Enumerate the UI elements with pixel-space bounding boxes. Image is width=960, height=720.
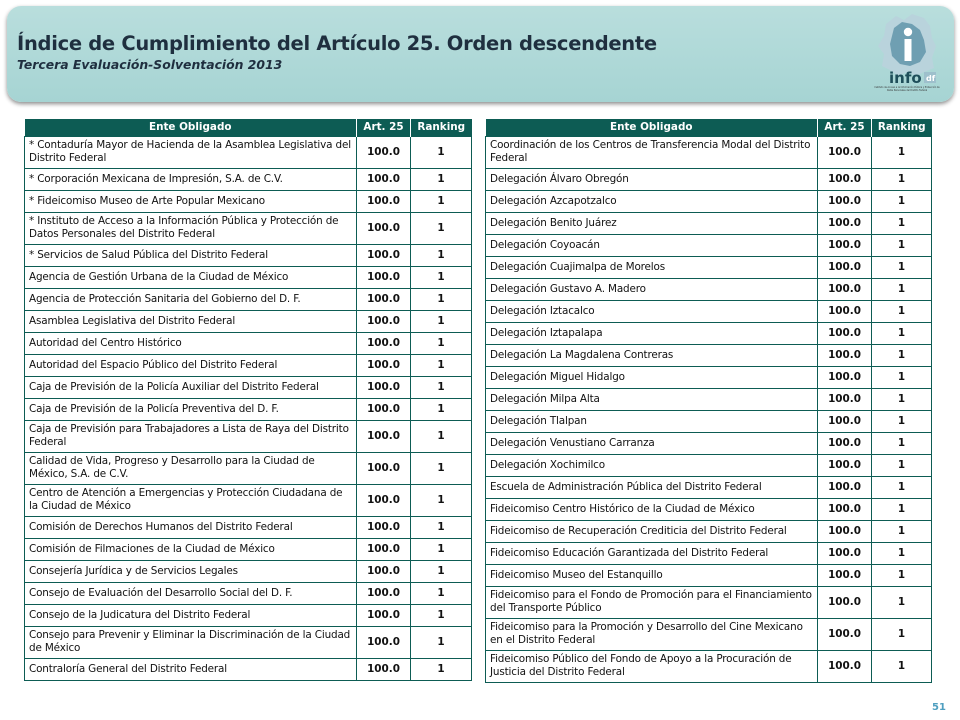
table-row [486, 322, 932, 344]
table-row [25, 626, 472, 658]
art25-cell: 100.0 [357, 212, 411, 244]
art25-cell: 100.0 [818, 168, 872, 190]
right-ranking-table [485, 119, 932, 683]
table-row [486, 498, 932, 520]
table-row [25, 332, 472, 354]
table-row [25, 288, 472, 310]
ranking-cell: 1 [872, 564, 932, 586]
ente-cell: Fideicomiso Museo del Estanquillo [486, 564, 818, 586]
ranking-cell: 1 [411, 420, 472, 452]
table-row [486, 136, 932, 168]
table-row [486, 542, 932, 564]
ranking-cell: 1 [872, 498, 932, 520]
ranking-cell: 1 [872, 432, 932, 454]
art25-cell: 100.0 [818, 432, 872, 454]
art25-cell: 100.0 [818, 190, 872, 212]
ente-cell: Delegación La Magdalena Contreras [486, 344, 818, 366]
table-row [486, 410, 932, 432]
ente-cell: Delegación Álvaro Obregón [486, 168, 818, 190]
ranking-cell: 1 [872, 476, 932, 498]
ranking-cell: 1 [411, 190, 472, 212]
ranking-cell: 1 [411, 398, 472, 420]
art25-cell: 100.0 [818, 344, 872, 366]
ranking-cell: 1 [872, 300, 932, 322]
ranking-cell: 1 [411, 516, 472, 538]
ranking-cell: 1 [411, 310, 472, 332]
table-row [486, 256, 932, 278]
left-ranking-table [24, 119, 472, 681]
ente-cell: * Servicios de Salud Pública del Distrito Federal [25, 244, 357, 266]
art25-cell: 100.0 [357, 582, 411, 604]
ente-cell: Comisión de Derechos Humanos del Distrito Federal [25, 516, 357, 538]
art25-cell: 100.0 [357, 168, 411, 190]
ente-cell: Consejo para Prevenir y Eliminar la Discriminación de la Ciudad de México [25, 626, 357, 658]
art25-cell: 100.0 [818, 520, 872, 542]
page-subtitle: Tercera Evaluación-Solventación 2013 [17, 57, 283, 72]
ranking-cell: 1 [872, 344, 932, 366]
table-row [25, 168, 472, 190]
ranking-cell: 1 [872, 234, 932, 256]
page-title: Índice de Cumplimiento del Artículo 25. Orden descendente [17, 32, 657, 55]
table-row [25, 560, 472, 582]
table-row [25, 376, 472, 398]
ranking-cell: 1 [872, 388, 932, 410]
column-header-art25: Art. 25 [818, 119, 872, 136]
art25-cell: 100.0 [818, 564, 872, 586]
ranking-cell: 1 [411, 266, 472, 288]
table-row [486, 168, 932, 190]
table-row [25, 212, 472, 244]
ente-cell: Delegación Azcapotzalco [486, 190, 818, 212]
table-row [486, 300, 932, 322]
table-row [25, 310, 472, 332]
ranking-cell: 1 [872, 136, 932, 168]
table-row [25, 398, 472, 420]
ranking-cell: 1 [411, 604, 472, 626]
art25-cell: 100.0 [357, 136, 411, 168]
art25-cell: 100.0 [357, 354, 411, 376]
ente-cell: Caja de Previsión para Trabajadores a Lista de Raya del Distrito Federal [25, 420, 357, 452]
ente-cell: Delegación Milpa Alta [486, 388, 818, 410]
ente-cell: Delegación Xochimilco [486, 454, 818, 476]
ente-cell: Asamblea Legislativa del Distrito Federal [25, 310, 357, 332]
art25-cell: 100.0 [357, 288, 411, 310]
table-row [25, 244, 472, 266]
art25-cell: 100.0 [818, 542, 872, 564]
page-number: 51 [932, 702, 946, 713]
ente-cell: Fideicomiso para la Promoción y Desarrollo del Cine Mexicano en el Distrito Federal [486, 618, 818, 650]
table-row [486, 454, 932, 476]
art25-cell: 100.0 [818, 256, 872, 278]
infodf-logo [872, 10, 942, 96]
ente-cell: Agencia de Protección Sanitaria del Gobierno del D. F. [25, 288, 357, 310]
logo-text: info [889, 69, 922, 87]
art25-cell: 100.0 [818, 322, 872, 344]
ente-cell: Escuela de Administración Pública del Distrito Federal [486, 476, 818, 498]
infodf-logo-icon [872, 10, 942, 96]
ente-cell: Delegación Venustiano Carranza [486, 432, 818, 454]
ente-cell: Fideicomiso para el Fondo de Promoción para el Financiamiento del Transporte Público [486, 586, 818, 618]
ente-cell: * Corporación Mexicana de Impresión, S.A. de C.V. [25, 168, 357, 190]
ente-cell: * Contaduría Mayor de Hacienda de la Asamblea Legislativa del Distrito Federal [25, 136, 357, 168]
ente-cell: Calidad de Vida, Progreso y Desarrollo para la Ciudad de México, S.A. de C.V. [25, 452, 357, 484]
art25-cell: 100.0 [357, 538, 411, 560]
table-row [25, 266, 472, 288]
art25-cell: 100.0 [818, 366, 872, 388]
ente-cell: Fideicomiso Público del Fondo de Apoyo a la Procuración de Justicia del Distrito Federal [486, 650, 818, 682]
ranking-cell: 1 [411, 582, 472, 604]
ente-cell: Consejo de Evaluación del Desarrollo Social del D. F. [25, 582, 357, 604]
ranking-cell: 1 [872, 256, 932, 278]
ranking-cell: 1 [411, 658, 472, 680]
logo-subtext: Instituto de Acceso a la Información Pública y Protección de Datos Personales del Distrito Federal [874, 86, 940, 92]
art25-cell: 100.0 [818, 618, 872, 650]
ente-cell: Coordinación de los Centros de Transferencia Modal del Distrito Federal [486, 136, 818, 168]
art25-cell: 100.0 [818, 586, 872, 618]
table-row [25, 516, 472, 538]
ranking-cell: 1 [411, 244, 472, 266]
column-header-art25: Art. 25 [357, 119, 411, 136]
art25-cell: 100.0 [357, 604, 411, 626]
table-header-row [486, 119, 932, 136]
ente-cell: Consejo de la Judicatura del Distrito Federal [25, 604, 357, 626]
ente-cell: Fideicomiso de Recuperación Crediticia del Distrito Federal [486, 520, 818, 542]
table-row [486, 586, 932, 618]
column-header-ranking: Ranking [411, 119, 472, 136]
ranking-cell: 1 [411, 626, 472, 658]
art25-cell: 100.0 [818, 454, 872, 476]
ranking-cell: 1 [872, 322, 932, 344]
ranking-cell: 1 [872, 618, 932, 650]
table-row [486, 564, 932, 586]
ranking-cell: 1 [872, 520, 932, 542]
art25-cell: 100.0 [357, 484, 411, 516]
table-row [486, 212, 932, 234]
art25-cell: 100.0 [357, 560, 411, 582]
art25-cell: 100.0 [818, 212, 872, 234]
art25-cell: 100.0 [818, 498, 872, 520]
ranking-cell: 1 [872, 278, 932, 300]
art25-cell: 100.0 [357, 658, 411, 680]
ente-cell: Fideicomiso Centro Histórico de la Ciudad de México [486, 498, 818, 520]
ranking-cell: 1 [872, 410, 932, 432]
art25-cell: 100.0 [357, 398, 411, 420]
table-row [25, 136, 472, 168]
ente-cell: Delegación Miguel Hidalgo [486, 366, 818, 388]
column-header-ente: Ente Obligado [25, 119, 357, 136]
ente-cell: Delegación Tlalpan [486, 410, 818, 432]
art25-cell: 100.0 [818, 278, 872, 300]
art25-cell: 100.0 [357, 420, 411, 452]
ranking-cell: 1 [872, 190, 932, 212]
art25-cell: 100.0 [357, 244, 411, 266]
ente-cell: Delegación Gustavo A. Madero [486, 278, 818, 300]
ranking-cell: 1 [872, 366, 932, 388]
table-row [486, 476, 932, 498]
column-header-ranking: Ranking [872, 119, 932, 136]
svg-text:df: df [926, 74, 936, 83]
table-row [25, 658, 472, 680]
ente-cell: Delegación Iztapalapa [486, 322, 818, 344]
ente-cell: Fideicomiso Educación Garantizada del Distrito Federal [486, 542, 818, 564]
ranking-cell: 1 [872, 586, 932, 618]
ente-cell: Delegación Cuajimalpa de Morelos [486, 256, 818, 278]
art25-cell: 100.0 [818, 476, 872, 498]
ranking-cell: 1 [411, 136, 472, 168]
ranking-cell: 1 [411, 212, 472, 244]
table-row [486, 278, 932, 300]
art25-cell: 100.0 [818, 650, 872, 682]
table-header-row [25, 119, 472, 136]
art25-cell: 100.0 [818, 300, 872, 322]
art25-cell: 100.0 [357, 332, 411, 354]
table-row [486, 618, 932, 650]
table-row [25, 190, 472, 212]
table-row [25, 582, 472, 604]
ente-cell: Autoridad del Centro Histórico [25, 332, 357, 354]
ranking-cell: 1 [411, 560, 472, 582]
ente-cell: Caja de Previsión de la Policía Preventiva del D. F. [25, 398, 357, 420]
ente-cell: Delegación Iztacalco [486, 300, 818, 322]
ranking-cell: 1 [872, 212, 932, 234]
table-row [486, 650, 932, 682]
ranking-cell: 1 [411, 538, 472, 560]
table-row [486, 234, 932, 256]
ranking-cell: 1 [411, 332, 472, 354]
art25-cell: 100.0 [818, 234, 872, 256]
art25-cell: 100.0 [357, 310, 411, 332]
art25-cell: 100.0 [818, 136, 872, 168]
table-row [25, 420, 472, 452]
ranking-cell: 1 [872, 168, 932, 190]
ente-cell: Delegación Benito Juárez [486, 212, 818, 234]
ente-cell: Comisión de Filmaciones de la Ciudad de México [25, 538, 357, 560]
table-row [486, 190, 932, 212]
table-row [486, 344, 932, 366]
ranking-cell: 1 [411, 168, 472, 190]
ranking-cell: 1 [872, 542, 932, 564]
ranking-cell: 1 [872, 650, 932, 682]
ente-cell: * Fideicomiso Museo de Arte Popular Mexicano [25, 190, 357, 212]
art25-cell: 100.0 [357, 516, 411, 538]
art25-cell: 100.0 [818, 388, 872, 410]
ente-cell: Centro de Atención a Emergencias y Protección Ciudadana de la Ciudad de México [25, 484, 357, 516]
art25-cell: 100.0 [357, 452, 411, 484]
ranking-cell: 1 [872, 454, 932, 476]
ente-cell: Delegación Coyoacán [486, 234, 818, 256]
ente-cell: Agencia de Gestión Urbana de la Ciudad de México [25, 266, 357, 288]
table-row [25, 604, 472, 626]
ente-cell: Contraloría General del Distrito Federal [25, 658, 357, 680]
ranking-cell: 1 [411, 354, 472, 376]
table-row [486, 388, 932, 410]
art25-cell: 100.0 [357, 376, 411, 398]
table-row [486, 366, 932, 388]
table-row [25, 354, 472, 376]
art25-cell: 100.0 [818, 410, 872, 432]
ranking-cell: 1 [411, 452, 472, 484]
title-banner [7, 6, 954, 102]
table-row [486, 520, 932, 542]
ranking-cell: 1 [411, 484, 472, 516]
ente-cell: Autoridad del Espacio Público del Distrito Federal [25, 354, 357, 376]
art25-cell: 100.0 [357, 626, 411, 658]
ranking-cell: 1 [411, 376, 472, 398]
ente-cell: Caja de Previsión de la Policía Auxiliar del Distrito Federal [25, 376, 357, 398]
table-row [25, 538, 472, 560]
table-row [25, 452, 472, 484]
ente-cell: * Instituto de Acceso a la Información Pública y Protección de Datos Personales del Distrito Federal [25, 212, 357, 244]
table-row [486, 432, 932, 454]
ranking-cell: 1 [411, 288, 472, 310]
art25-cell: 100.0 [357, 190, 411, 212]
art25-cell: 100.0 [357, 266, 411, 288]
ente-cell: Consejería Jurídica y de Servicios Legales [25, 560, 357, 582]
table-row [25, 484, 472, 516]
column-header-ente: Ente Obligado [486, 119, 818, 136]
